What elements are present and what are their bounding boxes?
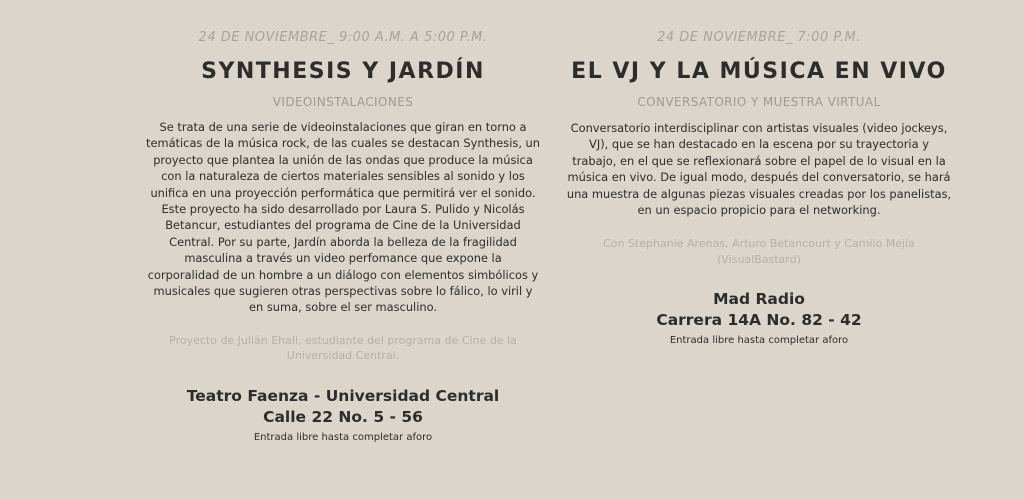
event-venue	[554, 289, 964, 331]
event-entry-note: Entrada libre hasta completar aforo	[253, 431, 433, 443]
description-line: Este proyecto ha sido desarrollado por Laura S. Pulido y Nicolás	[161, 202, 525, 217]
description-line: trabajo, en el que se reflexionará sobre el papel de lo visual en la	[572, 153, 946, 168]
venue-name: Mad Radio	[713, 290, 805, 309]
event-title: SYNTHESIS Y JARDÍN	[201, 59, 485, 84]
description-line: música en vivo. De igual modo, después del conversatorio, se hará	[567, 170, 951, 185]
credit-line: Universidad Central.	[286, 349, 400, 363]
event-description	[142, 119, 544, 316]
event-vj-musica-en-vivo	[554, 0, 964, 346]
description-line: corporalidad de un hombre a un diálogo con elementos simbólicos y	[147, 267, 539, 282]
description-line: temáticas de la música rock, de las cuales se destacan Synthesis, un	[146, 136, 540, 151]
event-date: 24 DE NOVIEMBRE_ 9:00 A.M. A 5:00 P.M.	[198, 30, 488, 45]
event-synthesis-jardin	[142, 0, 544, 443]
description-line: proyecto que plantea la unión de las ondas que produce la música	[153, 152, 533, 167]
venue-address: Carrera 14A No. 82 - 42	[656, 311, 862, 330]
credit-line: (VisualBastard)	[717, 252, 801, 266]
description-line: en un espacio propicio para el networking.	[637, 203, 881, 218]
description-line: una muestra de algunas piezas visuales creadas por los panelistas,	[566, 186, 952, 201]
description-line: con la naturaleza de ciertos materiales sensibles al sonido y los	[161, 169, 525, 184]
event-entry-note: Entrada libre hasta completar aforo	[669, 335, 849, 347]
description-line: Central. Por su parte, Jardín aborda la belleza de la fragilidad	[169, 234, 517, 249]
event-date: 24 DE NOVIEMBRE_ 7:00 P.M.	[657, 30, 861, 45]
event-credit	[554, 236, 964, 267]
event-description	[554, 120, 964, 218]
description-line: Betancur, estudiantes del programa de Cine de la Universidad	[165, 218, 521, 233]
description-line: Conversatorio interdisciplinar con artistas visuales (video jockeys,	[570, 121, 948, 135]
venue-address: Calle 22 No. 5 - 56	[263, 407, 423, 426]
credit-line: Proyecto de Julián Ehali, estudiante del programa de Cine de la	[169, 333, 517, 347]
credit-line: Con Stephanie Arenas, Arturo Betancourt y Camilo Mejía	[603, 237, 915, 251]
venue-name: Teatro Faenza - Universidad Central	[186, 386, 500, 405]
description-line: musicales que sugieren otras perspectivas sobre lo fálico, lo viril y	[153, 284, 533, 299]
description-line: en suma, sobre el ser masculino.	[249, 300, 437, 315]
description-line: masculina a través un video perfomance que expone la	[184, 251, 502, 266]
description-line: Se trata de una serie de videoinstalaciones que giran en torno a	[159, 120, 527, 134]
event-title: EL VJ Y LA MÚSICA EN VIVO	[571, 59, 947, 84]
event-credit	[142, 333, 544, 364]
event-subtitle: VIDEOINSTALACIONES	[272, 95, 414, 109]
description-line: VJ), que se han destacado en la escena por su trayectoria y	[589, 137, 929, 152]
event-venue	[142, 386, 544, 428]
event-subtitle: CONVERSATORIO Y MUESTRA VIRTUAL	[637, 95, 881, 109]
description-line: unifica en una proyección performática que permitirá ver el sonido.	[150, 185, 536, 200]
